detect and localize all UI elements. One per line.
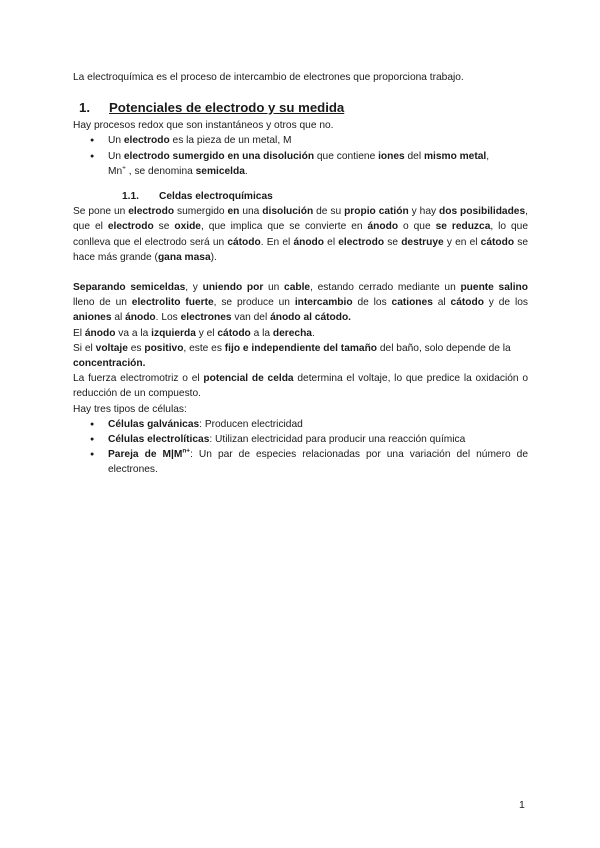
list-item: ● Un electrodo es la pieza de un metal, M	[73, 133, 528, 148]
list-item: ● Células galvánicas: Producen electricidad	[73, 417, 528, 432]
page-content	[73, 70, 528, 478]
paragraph-voltage: Si el voltaje es positivo, este es fijo e independiente del tamaño del baño, solo depende de la concentración.	[73, 342, 511, 370]
section-1-heading	[79, 99, 528, 117]
intro-paragraph: La electroquímica es el proceso de intercambio de electrones que proporciona trabajo.	[73, 72, 464, 83]
list-item: ● Un electrodo sumergido en una disolución que contiene iones del mismo metal, Mn+ , se denomina semicelda.	[90, 150, 490, 177]
bullet-icon: ●	[90, 152, 95, 160]
bullet-icon: ●	[90, 137, 95, 145]
list-item: ● Pareja de $M|M^{n+}$: Un par de especies relacionadas por una variación del número de electrones.	[90, 447, 528, 476]
paragraph-electrode-process: Se pone un electrodo sumergido en una disolución de su propio catión y hay dos posibilidades, que el electrodo se oxide, que implica que se convierte en ánodo o que se reduzca, lo que conlleva que el electrodo será un cátodo. En el ánodo el electrodo se destruye y en el cátodo se hace más grande (gana masa).	[73, 206, 529, 263]
bullet-icon: ●	[90, 436, 95, 444]
section-1-number: 1.	[79, 100, 90, 116]
paragraph-emf: La fuerza electromotriz o el potencial de celda determina el voltaje, lo que predice la oxidación o reducción de un compuesto.	[73, 373, 528, 400]
paragraph-anode-left: El ánodo va a la izquierda y el cátodo a la derecha.	[73, 327, 315, 339]
section-1-1-title: Celdas electroquímicas	[159, 191, 273, 203]
section-1-1-number: 1.1.	[122, 191, 139, 203]
paragraph-cell-types: Hay tres tipos de células:	[73, 403, 187, 415]
bullet-icon: ●	[90, 420, 95, 428]
bullet-icon: ●	[90, 451, 95, 459]
page-number: 1	[519, 799, 525, 811]
section-1-1-heading	[122, 189, 528, 204]
section-1-title: Potenciales de electrodo y su medida	[109, 100, 345, 116]
paragraph-semicells: Separando semiceldas, y uniendo por un cable, estando cerrado mediante un puente salino lleno de un electrolito fuerte, se produce un intercambio de los cationes al cátodo y de los aniones al ánodo. Los electrones van del ánodo al cátodo.	[73, 282, 528, 324]
cell-types-bullet-list	[73, 417, 528, 478]
section-1-intro-line: Hay procesos redox que son instantáneos y otros que no.	[73, 120, 334, 132]
list-item: ● Células electrolíticas: Utilizan electricidad para producir una reacción química	[73, 432, 528, 447]
electrode-bullet-list	[73, 133, 528, 179]
